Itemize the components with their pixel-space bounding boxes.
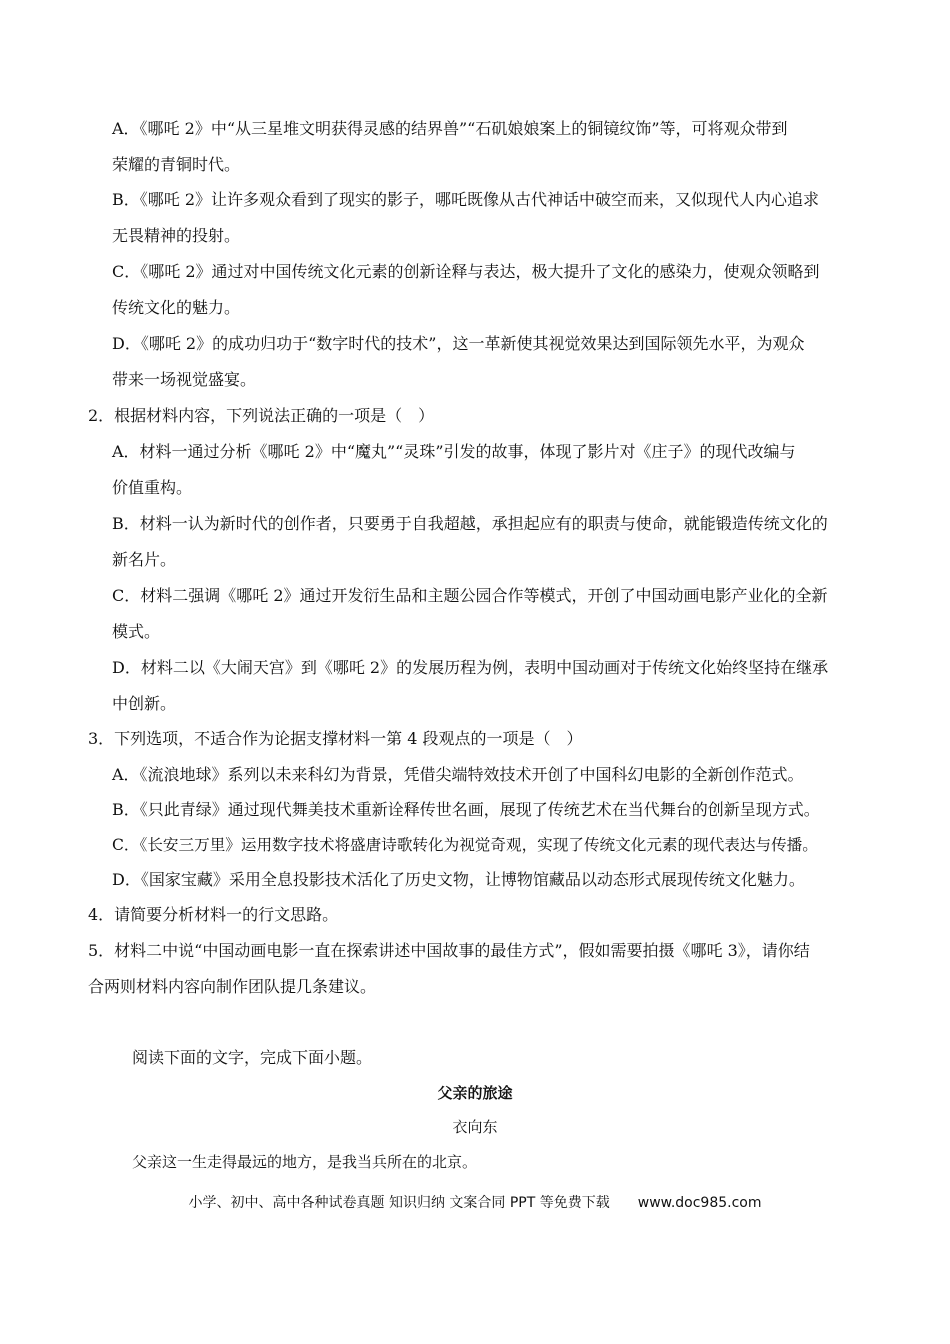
q2-option-b-line1: B．材料一认为新时代的创作者，只要勇于自我超越，承担起应有的职责与使命，就能锻造传统文化的 [112, 514, 828, 533]
q1-option-d-line1: D．《哪吒 2》的成功归功于“数字时代的技术”，这一革新使其视觉效果达到国际领先水平，为观众 [112, 334, 805, 353]
q2-option-d-line2: 中创新。 [112, 694, 177, 713]
q3-option-c: C．《长安三万里》运用数字技术将盛唐诗歌转化为视觉奇观，实现了传统文化元素的现代表达与传播。 [112, 836, 818, 854]
page-footer [0, 1192, 950, 1212]
q2-option-d-line1: D．材料二以《大闹天宫》到《哪吒 2》的发展历程为例，表明中国动画对于传统文化始终坚持在继承 [112, 658, 829, 677]
q1-option-d-line2: 带来一场视觉盛宴。 [112, 370, 257, 389]
q1-option-a-line2: 荣耀的青铜时代。 [112, 155, 241, 174]
q2-stem: 2．根据材料内容，下列说法正确的一项是（ ） [88, 406, 435, 425]
q2-option-a-line2: 价值重构。 [112, 478, 193, 497]
q1-option-c-line2: 传统文化的魅力。 [112, 298, 241, 317]
q1-option-b-line1: B．《哪吒 2》让许多观众看到了现实的影子，哪吒既像从古代神话中破空而来，又似现代人内心追求 [112, 190, 820, 209]
q2-option-b-line2: 新名片。 [112, 550, 177, 569]
q5-stem-line2: 合两则材料内容向制作团队提几条建议。 [88, 977, 377, 996]
q4-stem: 4．请简要分析材料一的行文思路。 [88, 905, 339, 924]
q2-option-c-line1: C．材料二强调《哪吒 2》通过开发衍生品和主题公园合作等模式，开创了中国动画电影产业化的全新 [112, 586, 828, 605]
story-title: 父亲的旅途 [437, 1084, 513, 1102]
q1-option-c-line1: C．《哪吒 2》通过对中国传统文化元素的创新诠释与表达，极大提升了文化的感染力，使观众领略到 [112, 262, 820, 281]
footer-text: 小学、初中、高中各种试卷真题 知识归纳 文案合同 PPT 等免费下载 [188, 1195, 610, 1211]
q5-stem-line1: 5．材料二中说“中国动画电影一直在探索讲述中国故事的最佳方式”，假如需要拍摄《哪吒 3》，请你结 [88, 941, 810, 960]
footer-url[interactable]: www.doc985.com [637, 1195, 762, 1211]
q3-stem: 3．下列选项，不适合作为论据支撑材料一第 4 段观点的一项是（ ） [88, 729, 583, 748]
q2-option-c-line2: 模式。 [112, 622, 161, 641]
q3-option-d: D．《国家宝藏》采用全息投影技术活化了历史文物，让博物馆藏品以动态形式展现传统文化魅力。 [112, 870, 805, 889]
q1-option-b-line2: 无畏精神的投射。 [112, 226, 241, 245]
q2-option-a-line1: A．材料一通过分析《哪吒 2》中“魔丸”“灵珠”引发的故事，体现了影片对《庄子》的现代改编与 [112, 442, 796, 461]
q3-option-b: B．《只此青绿》通过现代舞美技术重新诠释传世名画，展现了传统艺术在当代舞台的创新呈现方式。 [112, 800, 820, 819]
q1-option-a-line1: A．《哪吒 2》中“从三星堆文明获得灵感的结界兽”“石矶娘娘案上的铜镜纹饰”等，可将观众带到 [112, 119, 788, 138]
reading-intro: 阅读下面的文字，完成下面小题。 [132, 1048, 373, 1067]
q3-option-a: A．《流浪地球》系列以未来科幻为背景，凭借尖端特效技术开创了中国科幻电影的全新创作范式。 [112, 765, 804, 784]
story-first-line: 父亲这一生走得最远的地方，是我当兵所在的北京。 [132, 1153, 478, 1171]
story-author: 衣向东 [452, 1118, 498, 1136]
